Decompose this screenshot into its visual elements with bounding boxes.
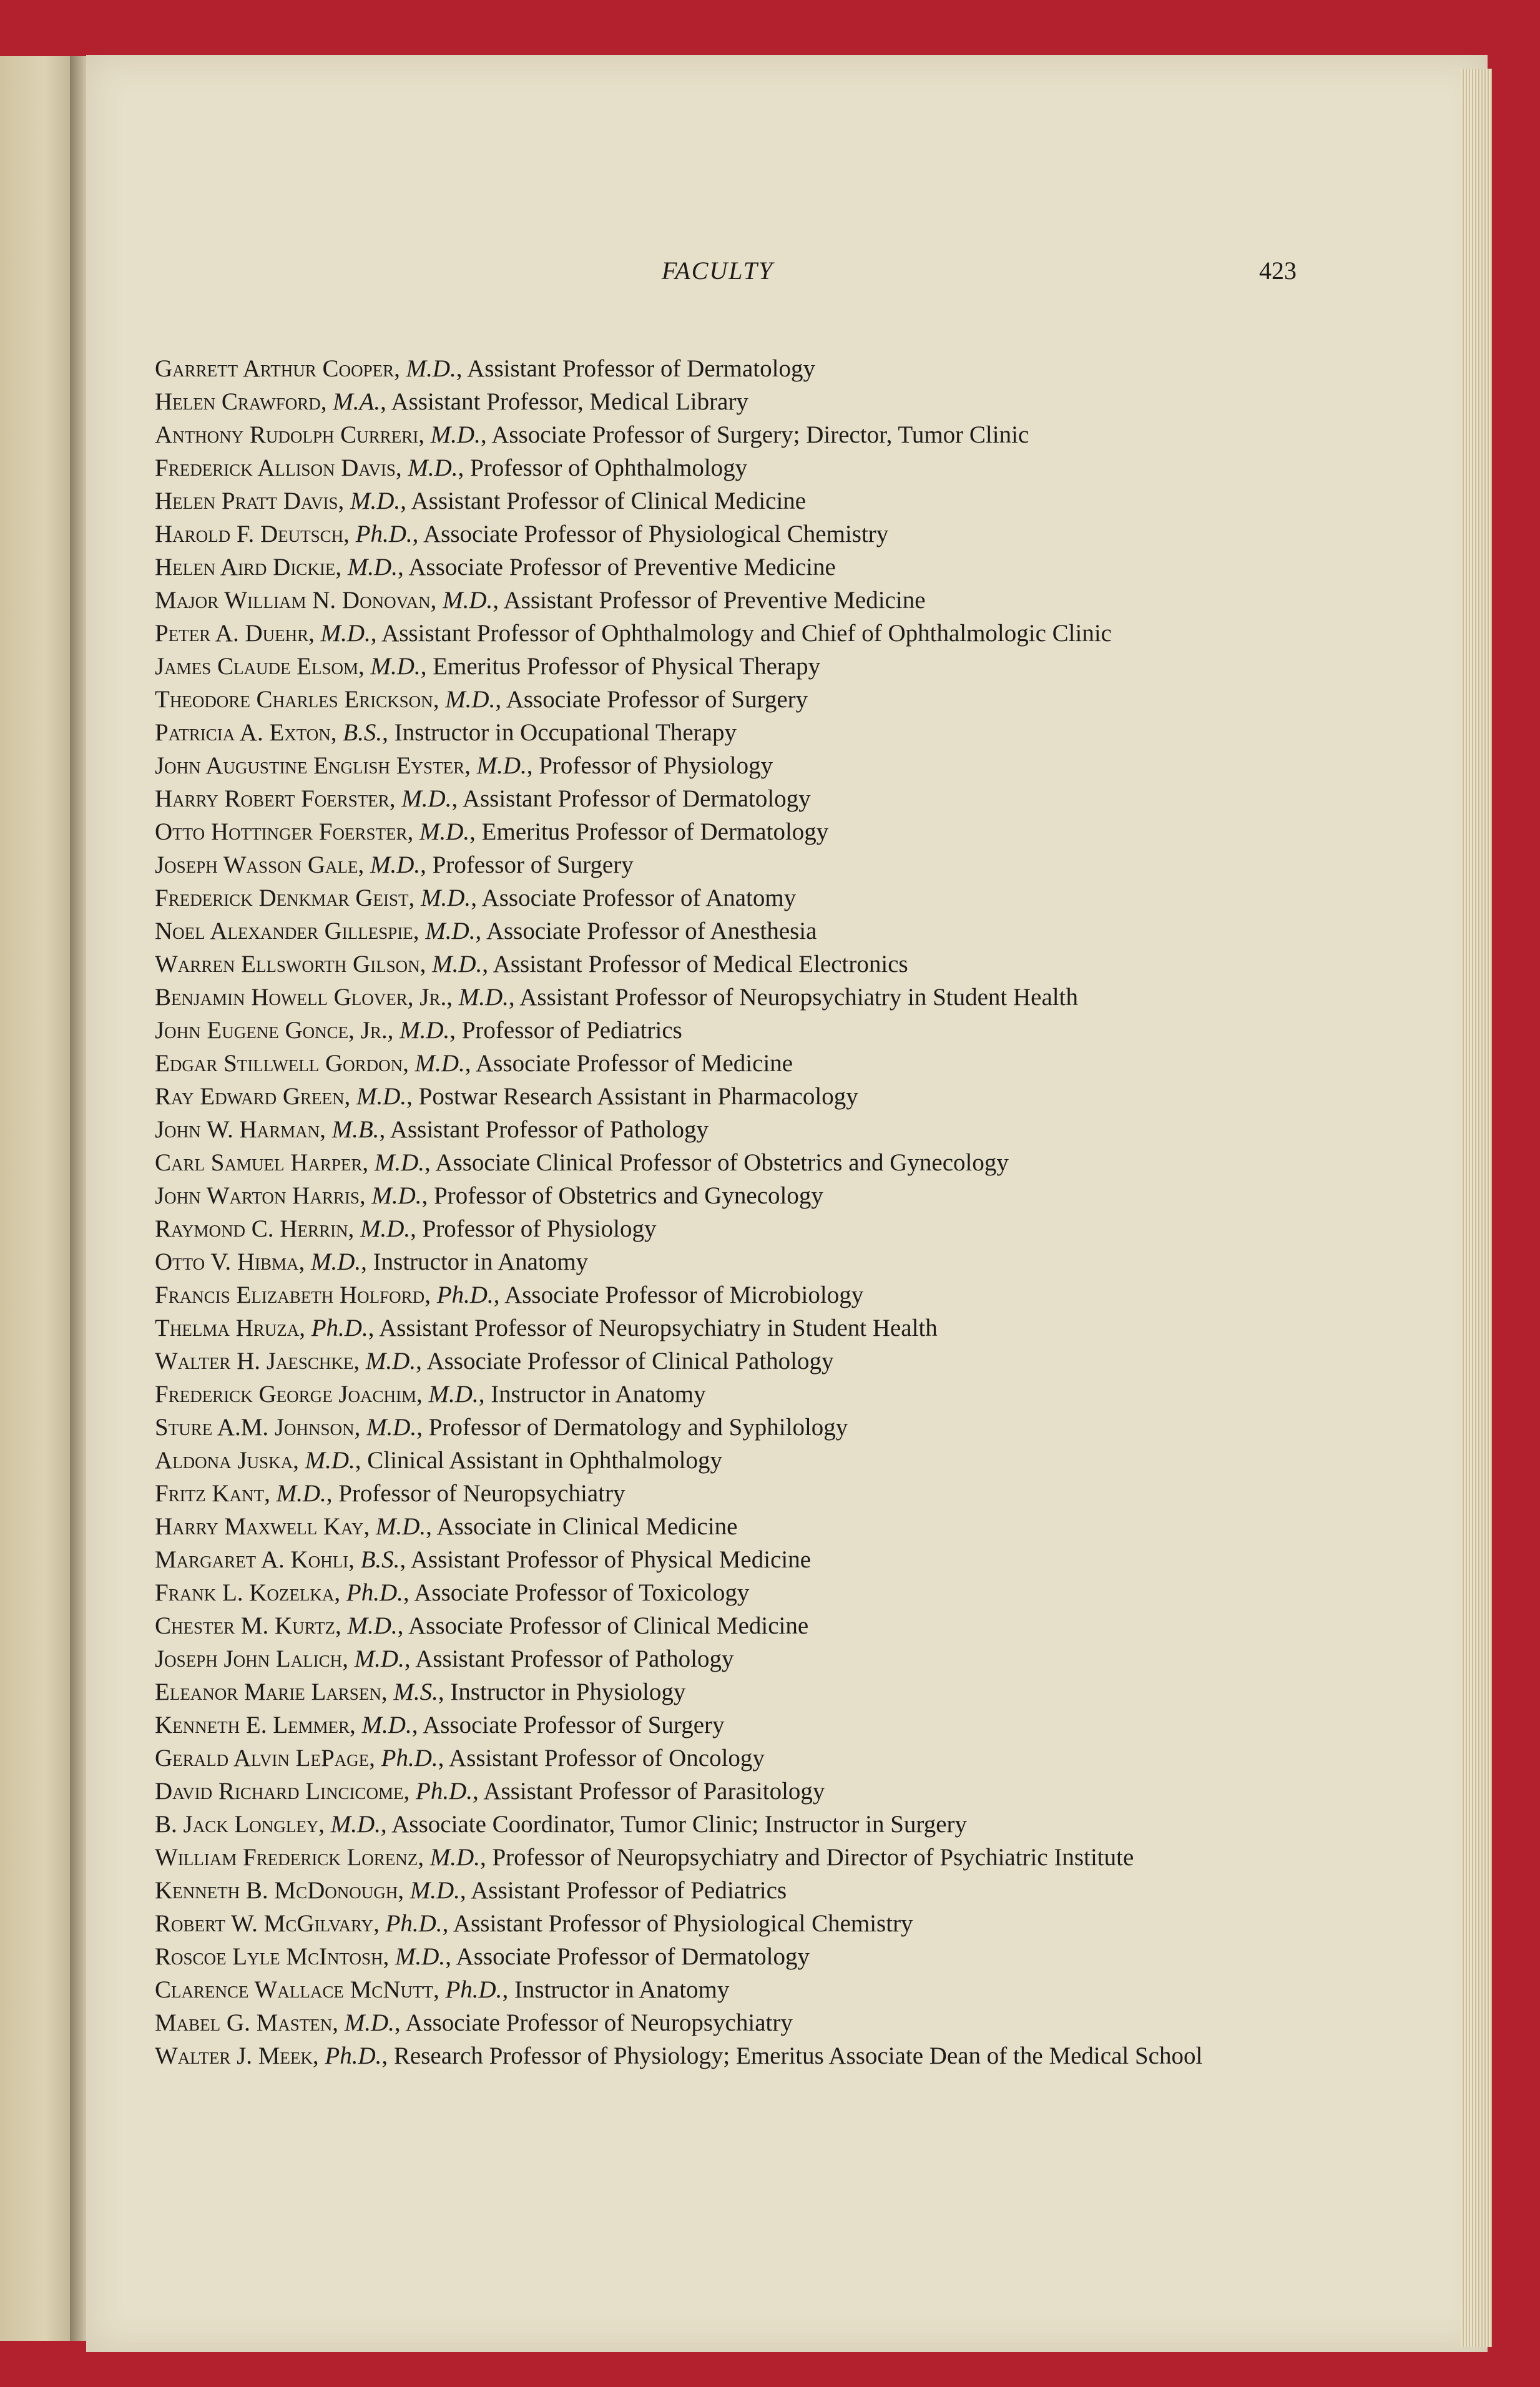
faculty-name: Benjamin Howell Glover, Jr. <box>155 984 447 1011</box>
faculty-degree: M.D. <box>276 1480 326 1507</box>
page-stack-edge <box>1461 69 1492 2347</box>
faculty-degree: M.D. <box>376 1513 426 1540</box>
faculty-role: Instructor in Physiology <box>450 1679 686 1705</box>
faculty-entry: Walter J. Meek, Ph.D., Research Professor of Physiology; Emeritus Associate Dean of the Medical School <box>155 2042 1203 2069</box>
faculty-name: Gerald Alvin LePage <box>155 1745 370 1772</box>
faculty-name: Garrett Arthur Cooper <box>155 355 395 382</box>
faculty-degree: M.D. <box>445 686 496 713</box>
faculty-name: Sture A.M. Johnson <box>155 1414 355 1441</box>
faculty-role: Assistant Professor of Ophthalmology and Chief of Ophthalmologic Clinic <box>381 620 1112 647</box>
faculty-name: Harry Robert Foerster <box>155 785 390 812</box>
faculty-name: Theodore Charles Erickson <box>155 686 433 713</box>
faculty-role: Assistant Professor of Parasitology <box>483 1778 825 1805</box>
faculty-name: Ray Edward Green <box>155 1083 345 1110</box>
faculty-degree: M.D. <box>370 851 421 878</box>
faculty-role: Clinical Assistant in Ophthalmology <box>367 1447 722 1474</box>
faculty-entry: William Frederick Lorenz, M.D., Professor of Neuropsychiatry and Director of Psychiatric Institute <box>155 1844 1134 1871</box>
faculty-entry: Roscoe Lyle McIntosh, M.D., Associate Professor of Dermatology <box>155 1943 810 1970</box>
faculty-role: Assistant Professor of Pathology <box>390 1116 709 1143</box>
faculty-entry: Carl Samuel Harper, M.D., Associate Clinical Professor of Obstetrics and Gynecology <box>155 1149 1009 1176</box>
running-head: FACULTY <box>662 257 774 285</box>
faculty-role: Assistant Professor of Neuropsychiatry in Student Health <box>379 1315 938 1341</box>
faculty-name: Harry Maxwell Kay <box>155 1513 364 1540</box>
faculty-role: Assistant Professor of Preventive Medicine <box>503 587 926 614</box>
faculty-name: Helen Pratt Davis <box>155 488 338 514</box>
faculty-role: Associate Professor of Toxicology <box>414 1579 750 1606</box>
faculty-degree: M.D. <box>347 1612 398 1639</box>
faculty-entry: John W. Harman, M.B., Assistant Professor of Pathology <box>155 1116 709 1143</box>
faculty-entry: Peter A. Duehr, M.D., Assistant Professor of Ophthalmology and Chief of Ophthalmologic Clinic <box>155 620 1112 647</box>
faculty-degree: M.A. <box>333 388 381 415</box>
faculty-name: Raymond C. Herrin <box>155 1215 348 1242</box>
left-page-edge <box>0 56 75 2341</box>
faculty-name: Frank L. Kozelka <box>155 1579 335 1606</box>
faculty-name: John Eugene Gonce, Jr. <box>155 1017 388 1044</box>
faculty-name: David Richard Lincicome <box>155 1778 404 1805</box>
faculty-entry: Clarence Wallace McNutt, Ph.D., Instructor in Anatomy <box>155 1976 730 2003</box>
faculty-entry: Eleanor Marie Larsen, M.S., Instructor in Physiology <box>155 1679 686 1705</box>
faculty-role: Associate Professor of Dermatology <box>456 1943 810 1970</box>
faculty-entry: Theodore Charles Erickson, M.D., Associate Professor of Surgery <box>155 686 808 713</box>
faculty-name: Joseph John Lalich <box>155 1645 343 1672</box>
faculty-name: James Claude Elsom <box>155 653 359 680</box>
faculty-role: Research Professor of Physiology; Emeritus Associate Dean of the Medical School <box>393 2042 1203 2069</box>
faculty-name: Warren Ellsworth Gilson <box>155 951 420 978</box>
faculty-degree: M.D. <box>361 1712 412 1738</box>
faculty-entry: Major William N. Donovan, M.D., Assistant Professor of Preventive Medicine <box>155 587 926 614</box>
faculty-name: Edgar Stillwell Gordon <box>155 1050 403 1077</box>
faculty-role: Associate Professor of Anesthesia <box>486 918 817 944</box>
faculty-name: Francis Elizabeth Holford <box>155 1282 425 1308</box>
faculty-degree: M.D. <box>421 885 471 911</box>
faculty-name: Walter J. Meek <box>155 2042 313 2069</box>
faculty-entry: B. Jack Longley, M.D., Associate Coordinator, Tumor Clinic; Instructor in Surgery <box>155 1811 968 1838</box>
faculty-role: Professor of Dermatology and Syphilology <box>428 1414 848 1441</box>
faculty-name: Eleanor Marie Larsen <box>155 1679 381 1705</box>
faculty-role: Assistant Professor of Physical Medicine <box>410 1546 812 1573</box>
faculty-role: Instructor in Occupational Therapy <box>394 719 737 746</box>
faculty-degree: M.D. <box>443 587 493 614</box>
faculty-role: Assistant Professor of Pathology <box>415 1645 734 1672</box>
faculty-entry: Anthony Rudolph Curreri, M.D., Associate Professor of Surgery; Director, Tumor Clinic <box>155 421 1029 448</box>
faculty-degree: M.D. <box>430 421 481 448</box>
faculty-name: Kenneth E. Lemmer <box>155 1712 350 1738</box>
faculty-degree: M.D. <box>354 1645 405 1672</box>
faculty-entry: James Claude Elsom, M.D., Emeritus Professor of Physical Therapy <box>155 653 821 680</box>
faculty-role: Associate Professor of Anatomy <box>481 885 797 911</box>
faculty-degree: M.D. <box>347 554 398 581</box>
faculty-role: Associate Coordinator, Tumor Clinic; Instructor in Surgery <box>391 1811 968 1838</box>
faculty-entry: Harry Maxwell Kay, M.D., Associate in Clinical Medicine <box>155 1513 738 1540</box>
faculty-role: Postwar Research Assistant in Pharmacology <box>418 1083 858 1110</box>
faculty-entry: Frederick Allison Davis, M.D., Professor of Ophthalmology <box>155 454 748 481</box>
faculty-role: Professor of Physiology <box>539 752 773 779</box>
faculty-name: John Warton Harris <box>155 1182 360 1209</box>
faculty-degree: Ph.D. <box>445 1976 503 2003</box>
faculty-degree: M.D. <box>408 454 458 481</box>
faculty-role: Associate Professor of Surgery <box>423 1712 725 1738</box>
faculty-entry: Chester M. Kurtz, M.D., Associate Professor of Clinical Medicine <box>155 1612 809 1639</box>
faculty-entry: John Augustine English Eyster, M.D., Professor of Physiology <box>155 752 773 779</box>
faculty-degree: Ph.D. <box>311 1315 368 1341</box>
faculty-role: Emeritus Professor of Dermatology <box>481 818 829 845</box>
page-number: 423 <box>1259 257 1297 285</box>
faculty-name: William Frederick Lorenz <box>155 1844 418 1871</box>
faculty-entry: Otto V. Hibma, M.D., Instructor in Anatomy <box>155 1248 589 1275</box>
faculty-role: Associate Professor of Microbiology <box>504 1282 864 1308</box>
faculty-entry: John Eugene Gonce, Jr., M.D., Professor of Pediatrics <box>155 1017 682 1044</box>
faculty-degree: M.B. <box>331 1116 380 1143</box>
faculty-entry: Noel Alexander Gillespie, M.D., Associate Professor of Anesthesia <box>155 918 817 944</box>
faculty-degree: M.D. <box>410 1877 460 1904</box>
faculty-degree: M.D. <box>476 752 527 779</box>
faculty-role: Assistant Professor of Clinical Medicine <box>411 488 807 514</box>
faculty-name: John W. Harman <box>155 1116 320 1143</box>
faculty-entry: Garrett Arthur Cooper, M.D., Assistant Professor of Dermatology <box>155 355 815 382</box>
faculty-role: Instructor in Anatomy <box>514 1976 730 2003</box>
faculty-entry: John Warton Harris, M.D., Professor of Obstetrics and Gynecology <box>155 1182 823 1209</box>
faculty-entry: Harry Robert Foerster, M.D., Assistant Professor of Dermatology <box>155 785 811 812</box>
faculty-entry: Frank L. Kozelka, Ph.D., Associate Professor of Toxicology <box>155 1579 750 1606</box>
faculty-entry: Patricia A. Exton, B.S., Instructor in Occupational Therapy <box>155 719 737 746</box>
faculty-role: Associate Professor of Clinical Pathology <box>426 1348 834 1375</box>
faculty-entry: Kenneth B. McDonough, M.D., Assistant Professor of Pediatrics <box>155 1877 787 1904</box>
faculty-degree: M.D. <box>401 785 452 812</box>
faculty-name: Roscoe Lyle McIntosh <box>155 1943 383 1970</box>
faculty-name: B. Jack Longley <box>155 1811 319 1838</box>
faculty-role: Associate Professor of Physiological Chemistry <box>423 521 889 547</box>
faculty-entry: Margaret A. Kohli, B.S., Assistant Professor of Physical Medicine <box>155 1546 812 1573</box>
faculty-name: Thelma Hruza <box>155 1315 300 1341</box>
faculty-degree: M.D. <box>425 918 476 944</box>
faculty-name: Frederick George Joachim <box>155 1381 417 1408</box>
faculty-entry: Benjamin Howell Glover, Jr., M.D., Assistant Professor of Neuropsychiatry in Student Health <box>155 984 1078 1011</box>
faculty-role: Associate Clinical Professor of Obstetrics and Gynecology <box>435 1149 1009 1176</box>
faculty-degree: M.D. <box>305 1447 355 1474</box>
faculty-role: Professor of Ophthalmology <box>470 454 748 481</box>
faculty-degree: M.D. <box>429 1844 480 1871</box>
faculty-degree: M.D. <box>406 355 456 382</box>
faculty-name: Helen Aird Dickie <box>155 554 336 581</box>
faculty-role: Associate Professor of Surgery <box>506 686 808 713</box>
faculty-degree: M.D. <box>365 1348 416 1375</box>
faculty-name: Chester M. Kurtz <box>155 1612 335 1639</box>
faculty-degree: Ph.D. <box>355 521 413 547</box>
faculty-entry: Helen Aird Dickie, M.D., Associate Professor of Preventive Medicine <box>155 554 836 581</box>
faculty-degree: Ph.D. <box>436 1282 494 1308</box>
faculty-entry: Mabel G. Masten, M.D., Associate Professor of Neuropsychiatry <box>155 2009 793 2036</box>
faculty-entry: Gerald Alvin LePage, Ph.D., Assistant Professor of Oncology <box>155 1745 765 1772</box>
faculty-role: Professor of Physiology <box>422 1215 657 1242</box>
faculty-degree: M.D. <box>428 1381 479 1408</box>
faculty-degree: M.D. <box>374 1149 425 1176</box>
faculty-entry: Joseph Wasson Gale, M.D., Professor of Surgery <box>155 851 634 878</box>
faculty-degree: M.D. <box>311 1248 361 1275</box>
faculty-name: Patricia A. Exton <box>155 719 331 746</box>
faculty-entry: Warren Ellsworth Gilson, M.D., Assistant Professor of Medical Electronics <box>155 951 908 978</box>
faculty-name: Frederick Allison Davis <box>155 454 396 481</box>
faculty-entry: Robert W. McGilvary, Ph.D., Assistant Professor of Physiological Chemistry <box>155 1910 913 1937</box>
faculty-entry: Joseph John Lalich, M.D., Assistant Professor of Pathology <box>155 1645 734 1672</box>
faculty-role: Assistant Professor of Oncology <box>449 1745 765 1772</box>
faculty-role: Assistant Professor of Neuropsychiatry in Student Health <box>519 984 1078 1011</box>
faculty-name: Frederick Denkmar Geist <box>155 885 409 911</box>
faculty-role: Instructor in Anatomy <box>491 1381 706 1408</box>
faculty-name: Margaret A. Kohli <box>155 1546 349 1573</box>
faculty-role: Associate in Clinical Medicine <box>436 1513 738 1540</box>
faculty-role: Professor of Surgery <box>432 851 634 878</box>
faculty-role: Assistant Professor of Pediatrics <box>471 1877 787 1904</box>
faculty-name: Walter H. Jaeschke <box>155 1348 354 1375</box>
faculty-degree: M.D. <box>360 1215 411 1242</box>
faculty-name: Kenneth B. McDonough <box>155 1877 398 1904</box>
faculty-role: Professor of Neuropsychiatry and Director of Psychiatric Institute <box>492 1844 1134 1871</box>
faculty-name: Mabel G. Masten <box>155 2009 333 2036</box>
faculty-degree: M.S. <box>393 1679 438 1705</box>
faculty-degree: M.D. <box>458 984 509 1011</box>
faculty-degree: M.D. <box>330 1811 381 1838</box>
faculty-degree: M.D. <box>419 818 470 845</box>
faculty-entry: Kenneth E. Lemmer, M.D., Associate Professor of Surgery <box>155 1712 725 1738</box>
faculty-entry: Fritz Kant, M.D., Professor of Neuropsychiatry <box>155 1480 625 1507</box>
faculty-degree: M.D. <box>320 620 371 647</box>
faculty-name: Robert W. McGilvary <box>155 1910 374 1937</box>
faculty-role: Instructor in Anatomy <box>373 1248 589 1275</box>
faculty-name: Joseph Wasson Gale <box>155 851 358 878</box>
faculty-role: Associate Professor of Medicine <box>476 1050 793 1077</box>
faculty-role: Assistant Professor of Dermatology <box>467 355 815 382</box>
faculty-name: Helen Crawford <box>155 388 321 415</box>
faculty-role: Assistant Professor of Dermatology <box>462 785 811 812</box>
faculty-entry: Otto Hottinger Foerster, M.D., Emeritus Professor of Dermatology <box>155 818 829 845</box>
faculty-name: Clarence Wallace McNutt <box>155 1976 433 2003</box>
faculty-degree: M.D. <box>414 1050 465 1077</box>
faculty-name: Otto Hottinger Foerster <box>155 818 408 845</box>
faculty-role: Assistant Professor of Medical Electronics <box>493 951 908 978</box>
faculty-role: Assistant Professor, Medical Library <box>391 388 748 415</box>
faculty-degree: B.S. <box>343 719 383 746</box>
faculty-entry: Frederick George Joachim, M.D., Instructor in Anatomy <box>155 1381 706 1408</box>
faculty-degree: M.D. <box>395 1943 446 1970</box>
faculty-degree: M.D. <box>371 1182 422 1209</box>
faculty-entry: Helen Crawford, M.A., Assistant Professor, Medical Library <box>155 388 748 415</box>
faculty-degree: Ph.D. <box>416 1778 473 1805</box>
faculty-entry: Edgar Stillwell Gordon, M.D., Associate Professor of Medicine <box>155 1050 793 1077</box>
faculty-entry: Thelma Hruza, Ph.D., Assistant Professor of Neuropsychiatry in Student Health <box>155 1315 938 1341</box>
faculty-entry: Frederick Denkmar Geist, M.D., Associate Professor of Anatomy <box>155 885 797 911</box>
faculty-entry: David Richard Lincicome, Ph.D., Assistant Professor of Parasitology <box>155 1778 825 1805</box>
faculty-entry: Sture A.M. Johnson, M.D., Professor of Dermatology and Syphilology <box>155 1414 848 1441</box>
faculty-degree: Ph.D. <box>381 1745 438 1772</box>
faculty-degree: M.D. <box>400 1017 450 1044</box>
faculty-role: Associate Professor of Preventive Medicine <box>408 554 836 581</box>
faculty-role: Associate Professor of Surgery; Director, Tumor Clinic <box>491 421 1029 448</box>
faculty-degree: B.S. <box>360 1546 400 1573</box>
faculty-name: Fritz Kant <box>155 1480 265 1507</box>
faculty-degree: Ph.D. <box>346 1579 403 1606</box>
faculty-degree: M.D. <box>432 951 483 978</box>
faculty-name: Anthony Rudolph Curreri <box>155 421 419 448</box>
faculty-role: Professor of Neuropsychiatry <box>338 1480 625 1507</box>
faculty-degree: M.D. <box>370 653 421 680</box>
faculty-entry: Francis Elizabeth Holford, Ph.D., Associate Professor of Microbiology <box>155 1282 864 1308</box>
faculty-degree: Ph.D. <box>325 2042 382 2069</box>
faculty-degree: M.D. <box>366 1414 417 1441</box>
faculty-name: Major William N. Donovan <box>155 587 431 614</box>
faculty-entry: Aldona Juska, M.D., Clinical Assistant in Ophthalmology <box>155 1447 722 1474</box>
faculty-role: Professor of Pediatrics <box>461 1017 682 1044</box>
faculty-role: Associate Professor of Neuropsychiatry <box>405 2009 793 2036</box>
faculty-role: Professor of Obstetrics and Gynecology <box>434 1182 823 1209</box>
faculty-name: Otto V. Hibma <box>155 1248 299 1275</box>
faculty-entry: Helen Pratt Davis, M.D., Assistant Professor of Clinical Medicine <box>155 488 807 514</box>
faculty-name: John Augustine English Eyster <box>155 752 465 779</box>
faculty-role: Emeritus Professor of Physical Therapy <box>433 653 821 680</box>
faculty-list <box>155 352 1322 2072</box>
faculty-degree: M.D. <box>356 1083 407 1110</box>
faculty-entry: Ray Edward Green, M.D., Postwar Research Assistant in Pharmacology <box>155 1083 858 1110</box>
faculty-role: Associate Professor of Clinical Medicine <box>408 1612 809 1639</box>
faculty-degree: M.D. <box>344 2009 395 2036</box>
faculty-name: Harold F. Deutsch <box>155 521 344 547</box>
faculty-degree: M.D. <box>350 488 401 514</box>
faculty-name: Noel Alexander Gillespie <box>155 918 413 944</box>
faculty-entry: Walter H. Jaeschke, M.D., Associate Professor of Clinical Pathology <box>155 1348 834 1375</box>
faculty-entry: Harold F. Deutsch, Ph.D., Associate Professor of Physiological Chemistry <box>155 521 889 547</box>
faculty-entry: Raymond C. Herrin, M.D., Professor of Physiology <box>155 1215 657 1242</box>
faculty-role: Assistant Professor of Physiological Chemistry <box>453 1910 913 1937</box>
faculty-name: Aldona Juska <box>155 1447 293 1474</box>
faculty-name: Carl Samuel Harper <box>155 1149 363 1176</box>
faculty-degree: Ph.D. <box>385 1910 443 1937</box>
faculty-name: Peter A. Duehr <box>155 620 309 647</box>
